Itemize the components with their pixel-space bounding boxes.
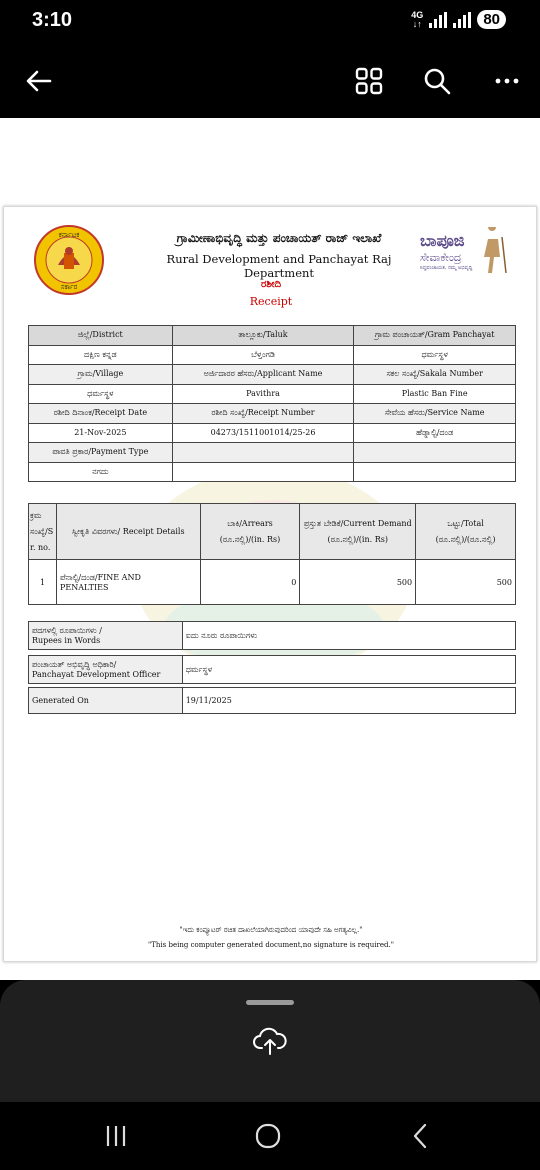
- home-button[interactable]: [248, 1120, 288, 1152]
- row-description-line-1: ಪೆನಾಲ್ಟಿ/ದಂಡ/FINE AND: [59, 572, 141, 582]
- col-arrears-header: [200, 504, 300, 560]
- home-icon: [255, 1123, 281, 1149]
- nav-back-icon: [412, 1123, 428, 1149]
- col-serial-line-2: ಸಂಖ್ಯೆ/S: [30, 526, 54, 536]
- table-cell: 04273/1511001014/25-26: [172, 423, 354, 443]
- table-cell: ಹೆಡ್ನಾಲ್ಟಿ/ದಂಡ: [354, 423, 516, 443]
- generated-on-table: [28, 687, 516, 714]
- table-cell: ಬೆಳ್ತಂಗಡಿ: [172, 345, 354, 365]
- receipt-details-table: [28, 503, 516, 605]
- recents-button[interactable]: [96, 1120, 136, 1152]
- officer-value: ಧರ್ಮಸ್ಥಳ: [182, 656, 515, 684]
- row-total: 500: [416, 560, 516, 605]
- officer-label: [29, 656, 183, 684]
- col-receipt-details-header: ಸ್ವೀಕೃತಿ ವಿವರಗಳು/ Receipt Details: [56, 504, 200, 560]
- rupees-label-line-2: Rupees in Words: [32, 636, 101, 645]
- bottom-sheet[interactable]: [0, 980, 540, 1102]
- col-total-line-1: ಒಟ್ಟು/Total: [447, 518, 484, 528]
- receipt-info-table: [28, 325, 516, 482]
- search-button[interactable]: [420, 64, 454, 98]
- table-row: [29, 462, 516, 482]
- search-icon: [423, 67, 451, 95]
- table-row: [29, 384, 516, 404]
- col-arrears-line-1: ಬಾಕಿ/Arrears: [227, 518, 273, 528]
- signal-icon: [429, 12, 447, 28]
- col-arrears-line-2: (ರೂ.ನಲ್ಲಿ)/(in. Rs): [219, 534, 281, 544]
- row-description: [56, 560, 200, 605]
- table-cell: ದಕ್ಷಿಣ ಕನ್ನಡ: [29, 345, 173, 365]
- table-cell: ರಶೀದಿ ಸಂಖ್ಯೆ/Receipt Number: [172, 404, 354, 424]
- receipt-document: [3, 206, 537, 962]
- row-serial: 1: [29, 560, 57, 605]
- officer-label-line-1: ಪಂಚಾಯತ್ ಅಭಿವೃದ್ಧಿ ಅಧಿಕಾರಿ/: [32, 660, 117, 669]
- receipt-title-kannada: ರಶೀದಿ: [260, 279, 282, 290]
- sheet-drag-handle[interactable]: [246, 1000, 294, 1005]
- department-name-kannada: ಗ್ರಾಮೀಣಾಭಿವೃದ್ಧಿ ಮತ್ತು ಪಂಚಾಯತ್ ರಾಜ್ ಇಲಾಖೆ: [176, 231, 382, 245]
- status-bar: [0, 0, 540, 44]
- upload-button[interactable]: [252, 1026, 288, 1056]
- table-row: [29, 365, 516, 385]
- rupees-in-words-label: [29, 622, 183, 650]
- col-total-header: [416, 504, 516, 560]
- col-serial-header: [29, 504, 57, 560]
- table-cell: ಗ್ರಾಮ/Village: [29, 365, 173, 385]
- department-name-english: Rural Development and Panchayat Raj Department: [166, 252, 392, 280]
- row-arrears: 0: [200, 560, 300, 605]
- grid-icon: [355, 67, 383, 95]
- table-row: [29, 443, 516, 463]
- table-cell: [354, 443, 516, 463]
- table-cell: ಜಿಲ್ಲೆ/District: [29, 326, 173, 346]
- row-description-line-2: PENALTIES: [59, 582, 109, 592]
- table-row: [29, 656, 516, 684]
- col-current-header: [300, 504, 416, 560]
- table-cell: ಅರ್ಜಿದಾರರ ಹೆಸರು/Applicant Name: [172, 365, 354, 385]
- status-indicators: [411, 10, 506, 29]
- table-cell: ತಾಲ್ಲೂಕು/Taluk: [172, 326, 354, 346]
- rupees-in-words-value: ಐದು ನೂರು ರೂಪಾಯಿಗಳು: [182, 622, 515, 650]
- col-current-line-1: ಪ್ರಸ್ತುತ ಬೇಡಿಕೆ/Current Demand: [303, 518, 412, 528]
- footer-note-kannada: "ಇದು ಕಂಪ್ಯೂಟರ್ ರಚಿತ ದಾಖಲೆಯಾಗಿರುವುದರಿಂದ ಯಾವುದೇ ಸಹಿ ಅಗತ್ಯವಿಲ್ಲ.": [179, 926, 363, 934]
- receipt-title-english: Receipt: [249, 295, 293, 308]
- table-cell: ನಗದು: [29, 462, 173, 482]
- network-type: [411, 11, 423, 29]
- table-row: [29, 404, 516, 424]
- nav-back-button[interactable]: [400, 1120, 440, 1152]
- data-arrows-icon: ↓↑: [412, 18, 422, 29]
- rupees-label-line-1: ಪದಗಳಲ್ಲಿ ರೂಪಾಯಿಗಳು /: [32, 626, 102, 635]
- table-row: [29, 688, 516, 714]
- more-icon: [494, 77, 520, 85]
- rupees-in-words-table: [28, 621, 516, 650]
- grid-view-button[interactable]: [352, 64, 386, 98]
- col-total-line-2: (ರೂ.ನಲ್ಲಿ)/(ರೂ.ನಲ್ಲಿ): [435, 534, 496, 544]
- officer-table: [28, 655, 516, 684]
- table-cell: 21-Nov-2025: [29, 423, 173, 443]
- more-options-button[interactable]: [490, 64, 524, 98]
- signal-icon-2: [453, 12, 471, 28]
- status-time: 3:10: [32, 9, 73, 31]
- table-cell: ಧರ್ಮಸ್ಥಳ: [354, 345, 516, 365]
- bapuji-title: ಬಾಪೂಜಿ: [420, 231, 465, 250]
- generated-on-label: Generated On: [29, 688, 183, 714]
- table-row: [29, 345, 516, 365]
- table-cell: ಸೇವೆಯ ಹೆಸರು/Service Name: [354, 404, 516, 424]
- table-cell: ರಶೀದಿ ದಿನಾಂಕ/Receipt Date: [29, 404, 173, 424]
- system-nav-bar: [0, 1102, 540, 1170]
- row-current-demand: 500: [300, 560, 416, 605]
- back-arrow-icon: [26, 70, 52, 92]
- app-bar: [0, 44, 540, 118]
- cloud-upload-icon: [252, 1026, 288, 1056]
- table-row: [29, 326, 516, 346]
- table-cell: ಗ್ರಾಮ ಪಂಚಾಯತ್/Gram Panchayat: [354, 326, 516, 346]
- table-header-row: [29, 504, 516, 560]
- battery-badge: 80: [477, 10, 506, 29]
- bapuji-subtitle: ಸೇವಾಕೇಂದ್ರ: [420, 251, 462, 264]
- footer-note-english: "This being computer generated document,no signature is required.": [148, 941, 394, 949]
- table-cell: ಸಕಲ ಸಂಖ್ಯೆ/Sakala Number: [354, 365, 516, 385]
- col-serial-line-1: ಕ್ರಮ: [30, 510, 42, 520]
- recents-icon: [104, 1125, 128, 1147]
- bapuji-tagline: ಸಿದ್ಧಪಂಚಾಯತ, ನಮ್ಮ ಅಭಿವೃದ್ಧಿ: [420, 265, 473, 271]
- emblem-bottom-text: ಸರ್ಕಾರ: [60, 283, 78, 291]
- emblem-top-text: ಕರ್ನಾಟಕ: [58, 231, 80, 239]
- table-cell: ಧರ್ಮಸ್ಥಳ: [29, 384, 173, 404]
- col-current-line-2: (ರೂ.ನಲ್ಲಿ)/(in. Rs): [327, 534, 388, 544]
- col-serial-line-3: r. no.: [30, 542, 51, 552]
- table-cell: ಪಾವತಿ ಪ್ರಕಾರ/Payment Type: [29, 443, 173, 463]
- back-button[interactable]: [22, 64, 56, 98]
- table-cell: [172, 443, 354, 463]
- network-type-label: 4G: [411, 9, 424, 20]
- officer-label-line-2: Panchayat Development Officer: [32, 670, 161, 679]
- table-row: [29, 622, 516, 650]
- table-row: [29, 560, 516, 605]
- table-row: [29, 423, 516, 443]
- table-cell: Plastic Ban Fine: [354, 384, 516, 404]
- table-cell: Pavithra: [172, 384, 354, 404]
- generated-on-value: 19/11/2025: [182, 688, 515, 714]
- document-viewer[interactable]: [0, 118, 540, 980]
- table-cell: [354, 462, 516, 482]
- table-cell: [172, 462, 354, 482]
